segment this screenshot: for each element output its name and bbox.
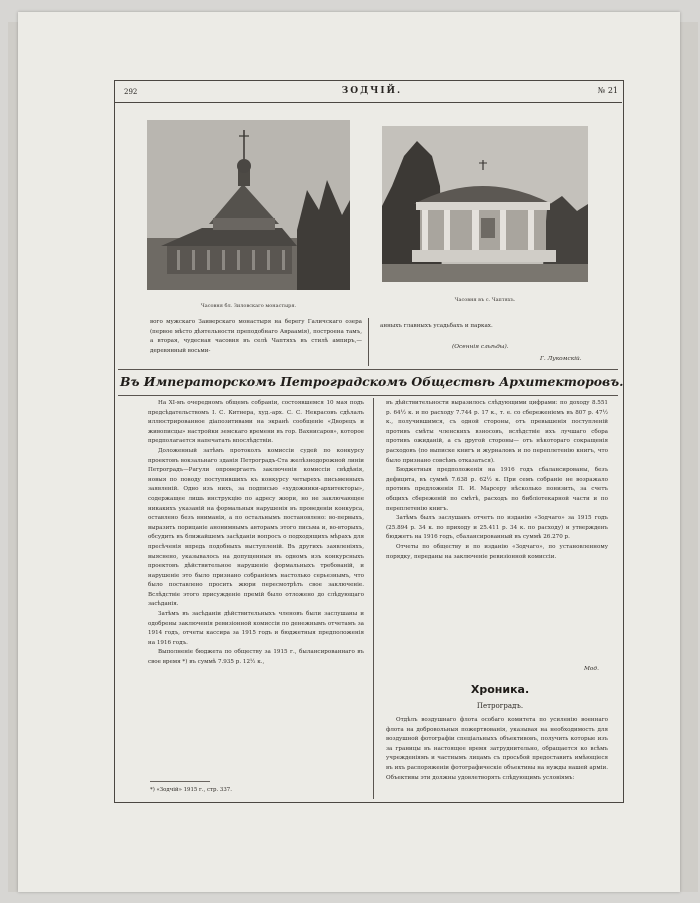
chronicle-subtitle: Петроградъ. <box>476 702 524 710</box>
journal-title: ЗОДЧІЙ. <box>341 86 403 96</box>
right-paragraph: Отчеты по обществу и по изданію «Зодчаго», по установленному порядку, переданы на заключеніе ревизіонной комиссіи. <box>386 543 608 560</box>
top-right-paragraph <box>380 322 605 332</box>
chapel-1-illustration <box>147 120 350 290</box>
right-paragraph: въ дѣйствительности выразилось слѣдующими цифрами: по доходу 8.551 р. 64½ к. и по расходу 7.744 р. 17 к., т. е. со сбереженіемъ въ 807 р. 47½ к., получившимся, съ одной стороны, отъ превышенія поступленій противъ смѣты членскихъ взносовъ, вслѣдствіе ихъ лучшаго сбора противъ ожиданій, а съ другой стороны— отъ нѣкотораго сокращенія расходовъ (по выписке книгъ и журналовъ и по переплетенію книгъ, что было признано совсѣмъ отказаться). <box>386 400 608 464</box>
left-paragraph: Выполненіе бюджета по обществу за 1915 г., былансированнаго въ свое время *) въ суммѣ 7.935 р. 12½ к., <box>148 649 364 666</box>
right-signature: Мод. <box>584 666 599 672</box>
left-paragraph: Затѣмъ въ засѣданіи дѣйствительныхъ членовъ были заслушаны и одобрены заключенія ревизіонной комиссіи по денежнымъ отчетамъ за 1914 годъ, отчеты кассира за 1915 годъ и бюджетныя предположенія на 1916 годъ. <box>148 611 364 646</box>
left-paragraph: На XI-мъ очередномъ общемъ собраніи, состоявшемся 10 мая подъ предсѣдательствомъ I. С. Китнера, худ.-арх. С. С. Некрасовъ сдѣлалъ иллюстрированное діапозитивами на экранѣ сообщеніе «Дворецъ и живописцы» настройки земскаго времени въ гор. Вахнисаров», которое предполагается напечатать впослѣдствіи. <box>148 400 364 445</box>
caption-photo-2: Часовня въ с. Чаптяхъ. <box>454 297 516 303</box>
headline-rule-bottom <box>118 395 618 396</box>
top-left-text: вого мужскаго Заиверскаго монастыря на берегу Галичскаго озера (первое мѣсто дѣятельности преподобнаго Авраамія), построена тамъ, а вторая, чудесная часовня въ селѣ Чаптяхъ въ стилѣ ампиръ,—деревянный восьми- <box>150 319 362 354</box>
top-source: (Осеннiя сльѣды). <box>452 344 509 350</box>
top-left-paragraph <box>150 318 362 356</box>
right-paragraph: Бюджетныя предположенія на 1916 годъ сбалансированы, безъ дефицита, въ суммѣ 7.638 р. 62½ к. При семъ собраніе не возражало противъ предложенія П. И. Марсеру нѣсколько понизить, за счетъ общихъ сбереженій по смѣтѣ, расходъ по библіотекарной части и по переплетенію книгъ. <box>386 467 608 512</box>
top-right-text: анныхъ главныхъ усадьбахъ и парках. <box>380 323 493 329</box>
right-column <box>386 399 608 562</box>
footnote: *) «Зодчій» 1915 г., стр. 337. <box>150 787 232 793</box>
footnote-rule <box>150 781 210 782</box>
chronicle-text: Отдѣлъ воздушнаго флота особаго комитета по усиленію военнаго флота на добровольныя пожертвованія, указывая на необходимость для воздушной фотографіи спеціальныхъ объективовъ, получить которые изъ за границы въ настоящее время затруднительно, обращается ко всѣмъ учрежденіямъ и частнымъ лицамъ съ просьбой предоставить имѣющіеся въ ихъ распоряженіи фотографическіе объективы на нужды нашей арміи. Объективы эти должны удовлетворять слѣдующимъ условіямъ: <box>386 717 608 781</box>
right-paragraph: Затѣмъ былъ заслушанъ отчетъ по изданію «Зодчаго» за 1915 годъ (25.894 р. 34 к. по приходу и 25.411 р. 34 к. по расходу) и утвержденъ бюджетъ на 1916 годъ, сбалансированный въ суммѣ 26.270 р. <box>386 515 608 541</box>
running-header <box>124 86 620 100</box>
top-author: Г. Лукомскій. <box>540 356 582 362</box>
chronicle-body <box>386 716 608 783</box>
left-paragraph: Доложенный затѣмъ протоколъ комиссіи судей по конкурсу проектовъ вокзальнаго зданія Петроградъ-Ста желѣзнодорожной линіи Петроградъ—Рагули опровергаетъ заключенія комиссіи свѣдѣнія, новыя по поводу поступившихъ къ конкурсу четырехъ письменныхъ заявленій. Одно изъ нихъ, за подписью «художники-архитекторы», содержащее лишь инструкцію по адресу жюри, но не заключающее никакихъ указаній на формальныя нарушенія въ проведеніи конкурса, оставлено безъ вниманія, а по остальнымъ постановлено: во-первыхъ, выразить порицаніе анонимнымъ авторамъ этого письма и, во-вторыхъ, обсудить въ ближайшемъ засѣданіи вопросъ о подходящихъ мѣрахъ для пресѣченія впредь подобныхъ выступленій. Въ другихъ заявленіяхъ, выяснено, указывалось на допущенныя въ одномъ изъ конкурсныхъ проектовъ дѣйствительное нарушеніе формальныхъ требованій, и нарушеніе это было признано собраніемъ настолько серьезнымъ, что было поставлено просить жюри пересмотрѣть свое заключеніе. Вслѣдствіе этого присужденіе премій было отложено до слѣдующаго засѣданія. <box>148 447 364 608</box>
chronicle-title: Хроника. <box>470 683 530 696</box>
article-headline: Въ Императорскомъ Петроградскомъ Обществѣ Архитекторовъ. <box>120 374 624 389</box>
issue-number: № 21 <box>597 86 618 95</box>
page-number: 292 <box>124 88 138 96</box>
main-column-divider <box>373 398 374 799</box>
header-rule <box>114 102 622 103</box>
chapel-photo-2 <box>382 126 588 282</box>
chapel-photo-1 <box>147 120 350 290</box>
headline-rule-top <box>118 369 618 370</box>
left-column <box>148 399 364 668</box>
chapel-2-illustration <box>382 126 588 282</box>
upper-column-divider <box>368 318 369 366</box>
caption-photo-1: Часовня бл. Зиловскаго монастыря. <box>200 303 297 309</box>
